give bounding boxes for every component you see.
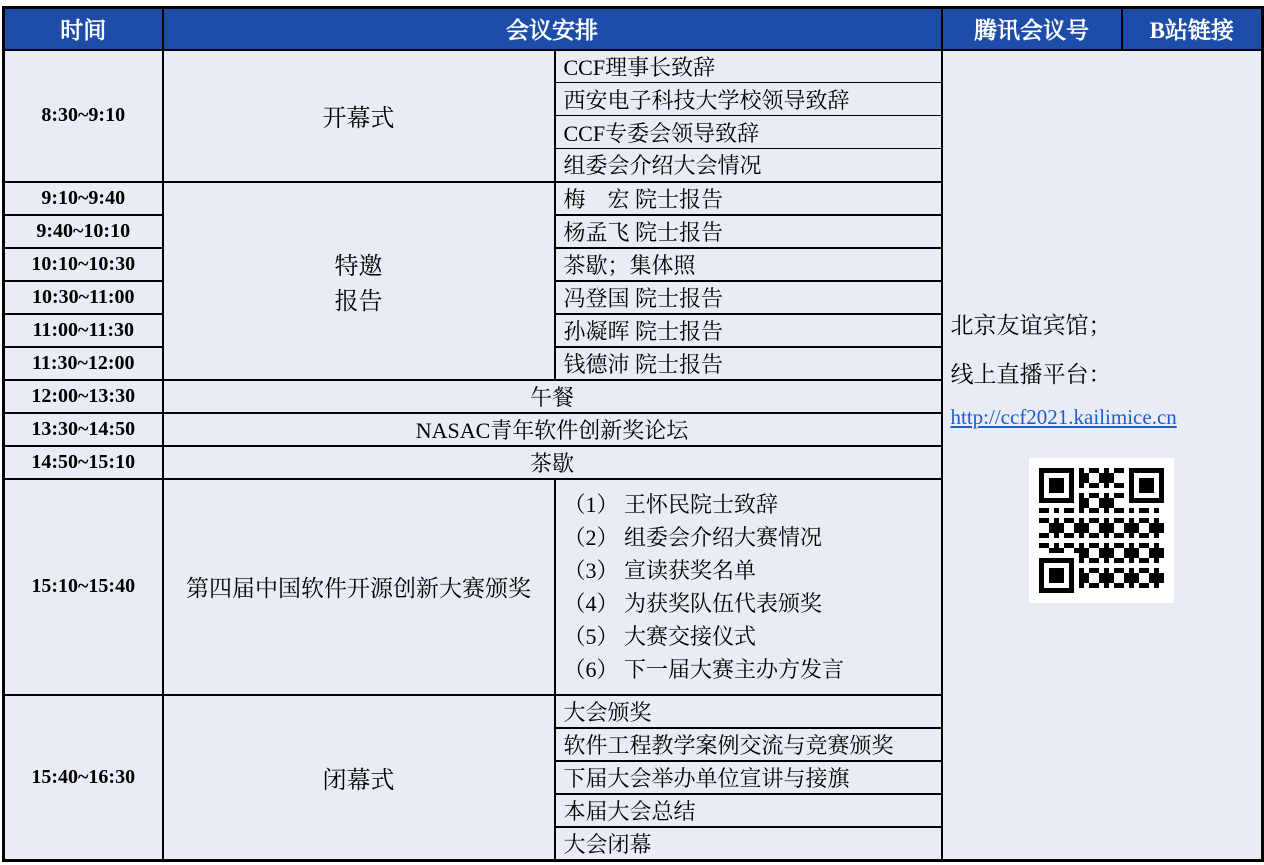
agenda-item: 本届大会总结	[555, 794, 942, 827]
agenda-item: 孙凝晖 院士报告	[555, 314, 942, 347]
agenda-item-tea: 茶歇	[163, 446, 942, 479]
agenda-item: CCF专委会领导致辞	[555, 116, 942, 149]
table-row	[4, 50, 1263, 83]
time-cell: 9:10~9:40	[4, 182, 163, 215]
award-step: （3） 宣读获奖名单	[563, 557, 757, 583]
award-step: （5） 大赛交接仪式	[563, 623, 757, 649]
header-agenda: 会议安排	[163, 8, 942, 50]
time-cell: 14:50~15:10	[4, 446, 163, 479]
live-stream-link[interactable]: http://ccf2021.kailimice.cn	[950, 404, 1177, 429]
time-cell: 11:30~12:00	[4, 347, 163, 380]
time-cell: 10:10~10:30	[4, 248, 163, 281]
agenda-item: 茶歇；集体照	[555, 248, 942, 281]
session-award: 第四届中国软件开源创新大赛颁奖	[163, 479, 555, 695]
agenda-item: 大会闭幕	[555, 827, 942, 861]
header-time: 时间	[4, 8, 163, 50]
header-bilibili-link: B站链接	[1122, 8, 1263, 50]
agenda-item: 软件工程教学案例交流与竞赛颁奖	[555, 728, 942, 761]
agenda-item: 大会颁奖	[555, 695, 942, 728]
time-cell: 13:30~14:50	[4, 413, 163, 446]
schedule-table	[2, 6, 1264, 862]
agenda-item: 组委会介绍大会情况	[555, 149, 942, 182]
agenda-item-award-list	[555, 479, 942, 695]
time-cell-closing: 15:40~16:30	[4, 695, 163, 861]
session-closing: 闭幕式	[163, 695, 555, 861]
header-row	[4, 8, 1263, 50]
award-step: （4） 为获奖队伍代表颁奖	[563, 590, 823, 616]
session-keynote-line1: 特邀	[334, 253, 383, 280]
award-step: （2） 组委会介绍大赛情况	[563, 524, 823, 550]
session-keynote-line2: 报告	[334, 288, 383, 315]
time-cell: 9:40~10:10	[4, 215, 163, 248]
session-opening: 开幕式	[163, 50, 555, 182]
venue-line: 北京友谊宾馆；	[950, 312, 1112, 338]
agenda-item: CCF理事长致辞	[555, 50, 942, 83]
time-cell-opening: 8:30~9:10	[4, 50, 163, 182]
award-step: （1） 王怀民院士致辞	[563, 491, 779, 517]
agenda-item: 西安电子科技大学校领导致辞	[555, 83, 942, 116]
agenda-item: 钱德沛 院士报告	[555, 347, 942, 380]
qr-code	[949, 458, 1256, 603]
time-cell: 12:00~13:30	[4, 380, 163, 413]
session-keynote	[163, 182, 555, 380]
agenda-item-forum: NASAC青年软件创新奖论坛	[163, 413, 942, 446]
platform-line: 线上直播平台：	[950, 361, 1112, 387]
info-panel	[942, 50, 1263, 861]
time-cell: 10:30~11:00	[4, 281, 163, 314]
award-step: （6） 下一届大赛主办方发言	[563, 656, 845, 682]
time-cell-award: 15:10~15:40	[4, 479, 163, 695]
agenda-item: 冯登国 院士报告	[555, 281, 942, 314]
time-cell: 11:00~11:30	[4, 314, 163, 347]
agenda-item: 梅 宏 院士报告	[555, 182, 942, 215]
header-tencent-id: 腾讯会议号	[942, 8, 1122, 50]
agenda-item-lunch: 午餐	[163, 380, 942, 413]
agenda-item: 下届大会举办单位宣讲与接旗	[555, 761, 942, 794]
agenda-item: 杨孟飞 院士报告	[555, 215, 942, 248]
